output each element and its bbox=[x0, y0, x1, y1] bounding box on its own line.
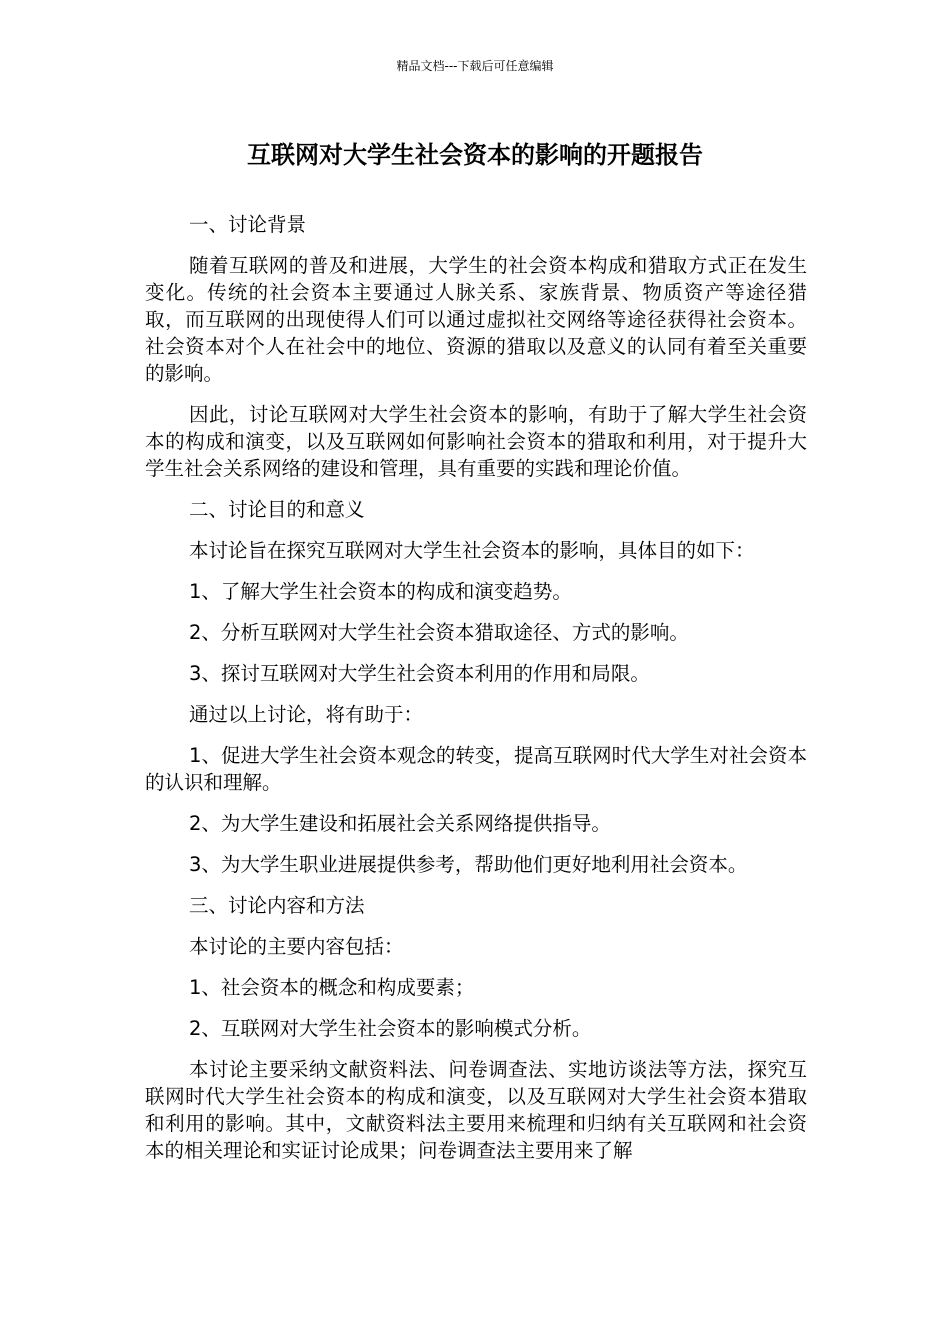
paragraph-benefit-intro: 通过以上讨论，将有助于： bbox=[189, 703, 424, 726]
paragraph-background: 随着互联网的普及和进展，大学生的社会资本构成和猎取方式正在发生变化。传统的社会资本主要通过人脉关系、家族背景、物质资产等途径猎取，而互联网的出现使得人们可以通过虚拟社交网络等途径获得社会资本。社会资本对个人在社会中的地位、资源的猎取以及意义的认同有着至关重要的影响。 bbox=[145, 254, 807, 385]
header-note: 精品文档---下载后可任意编辑 bbox=[396, 59, 554, 73]
section-heading-background: 一、讨论背景 bbox=[189, 213, 307, 236]
document-title: 互联网对大学生社会资本的影响的开题报告 bbox=[247, 141, 703, 169]
list-item-purpose-3: 3、探讨互联网对大学生社会资本利用的作用和局限。 bbox=[189, 662, 650, 685]
list-item-content-1: 1、社会资本的概念和构成要素； bbox=[189, 976, 475, 999]
list-item-benefit-3: 3、为大学生职业进展提供参考，帮助他们更好地利用社会资本。 bbox=[189, 853, 748, 876]
list-item-purpose-1: 1、了解大学生社会资本的构成和演变趋势。 bbox=[189, 580, 572, 603]
list-item-benefit-1: 1、促进大学生社会资本观念的转变，提高互联网时代大学生对社会资本的认识和理解。 bbox=[145, 744, 807, 794]
document-body bbox=[145, 211, 807, 1178]
section-heading-methods: 三、讨论内容和方法 bbox=[189, 894, 365, 917]
paragraph-significance: 因此，讨论互联网对大学生社会资本的影响，有助于了解大学生社会资本的构成和演变，以及互联网如何影响社会资本的猎取和利用，对于提升大学生社会关系网络的建设和管理，具有重要的实践和理论价值。 bbox=[145, 403, 807, 480]
paragraph-content-intro: 本讨论的主要内容包括： bbox=[189, 935, 404, 958]
list-item-content-2: 2、互联网对大学生社会资本的影响模式分析。 bbox=[189, 1017, 592, 1040]
paragraph-methods: 本讨论主要采纳文献资料法、问卷调查法、实地访谈法等方法，探究互联网时代大学生社会资本的构成和演变，以及互联网对大学生社会资本猎取和利用的影响。其中，文献资料法主要用来梳理和归纳有关互联网和社会资本的相关理论和实证讨论成果；问卷调查法主要用来了解 bbox=[145, 1058, 807, 1162]
list-item-purpose-2: 2、分析互联网对大学生社会资本猎取途径、方式的影响。 bbox=[189, 621, 689, 644]
list-item-benefit-2: 2、为大学生建设和拓展社会关系网络提供指导。 bbox=[189, 812, 611, 835]
section-heading-purpose: 二、讨论目的和意义 bbox=[189, 498, 365, 521]
paragraph-purpose-intro: 本讨论旨在探究互联网对大学生社会资本的影响，具体目的如下： bbox=[189, 539, 755, 562]
